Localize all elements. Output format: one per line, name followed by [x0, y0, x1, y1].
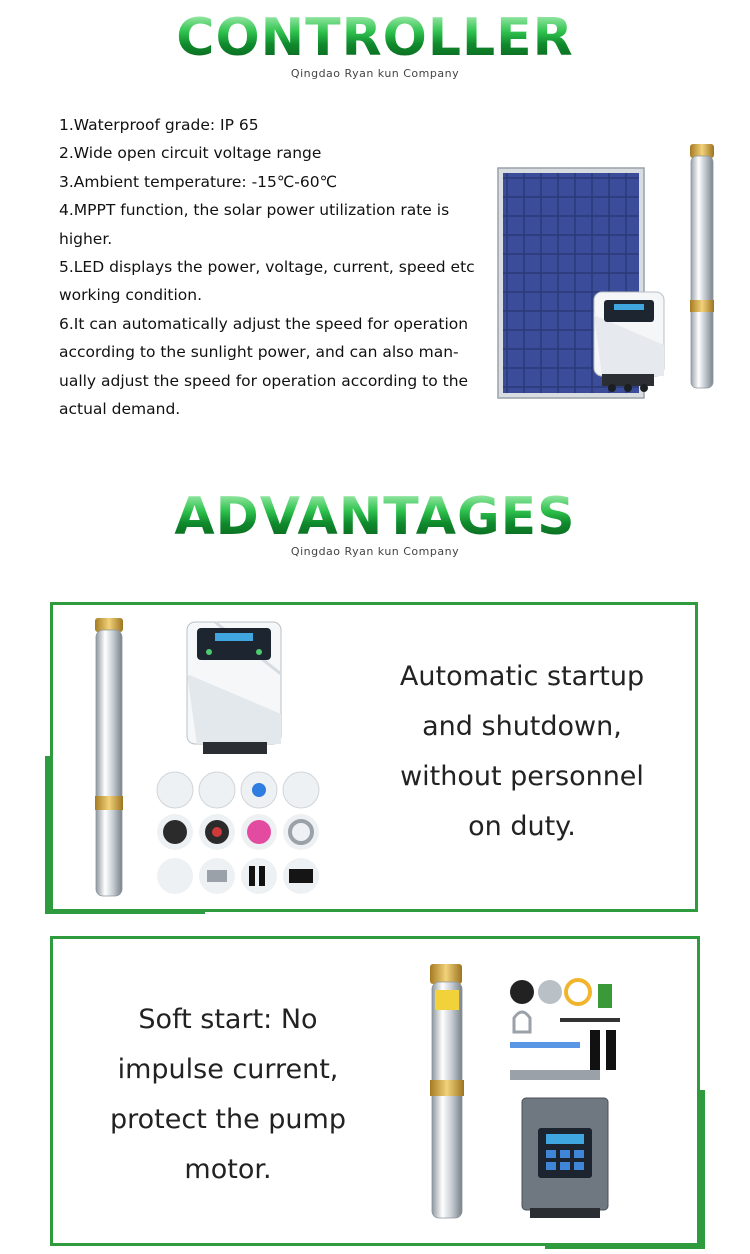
advantages-subtitle: Qingdao Ryan kun Company [290, 545, 460, 558]
feature-line: working condition. [59, 286, 202, 305]
panel-accent-bar [545, 1244, 705, 1249]
text-line: and shutdown, [422, 711, 622, 742]
advantages-title: ADVANTAGES [0, 491, 750, 543]
feature-line: ually adjust the speed for operation according to the [59, 371, 469, 390]
feature-line: 4.MPPT function, the solar power utilization rate is [59, 201, 450, 220]
panel-accent-bar [700, 1090, 705, 1246]
pump-controller-image [522, 1098, 608, 1218]
controller-title: CONTROLLER [0, 12, 750, 64]
text-line: impulse current, [117, 1054, 339, 1085]
pump-controller-image [187, 622, 281, 754]
text-line: without personnel [400, 761, 644, 792]
feature-list [59, 111, 479, 423]
feature-line: actual demand. [59, 400, 181, 419]
pump-controller-image [594, 292, 664, 392]
text-line: Soft start: No [138, 1004, 318, 1035]
advantage-text-auto-startup [372, 652, 672, 852]
feature-line: 5.LED displays the power, voltage, current, speed etc [59, 258, 475, 277]
panel-accent-bar [45, 756, 50, 912]
pump-kit-image [410, 960, 640, 1222]
text-line: on duty. [468, 811, 576, 842]
text-line: Automatic startup [399, 661, 645, 692]
text-line: motor. [184, 1154, 272, 1185]
feature-line: according to the sunlight power, and can also man- [59, 343, 459, 362]
feature-line: higher. [59, 229, 113, 248]
feature-line: 1.Waterproof grade: IP 65 [59, 116, 259, 134]
product-set-image [490, 140, 730, 400]
panel-accent-bar [45, 909, 205, 914]
advantage-text-soft-start [78, 995, 378, 1195]
submersible-pump-image [690, 144, 714, 388]
controller-subtitle: Qingdao Ryan kun Company [290, 67, 460, 80]
accessory-kit-image [510, 980, 620, 1080]
text-line: protect the pump [110, 1104, 346, 1135]
feature-line: 3.Ambient temperature: -15℃-60℃ [59, 172, 338, 191]
submersible-pump-image [95, 618, 123, 896]
pump-kit-image [85, 614, 335, 900]
feature-line: 2.Wide open circuit voltage range [59, 144, 322, 163]
feature-line: 6.It can automatically adjust the speed for operation [59, 314, 469, 333]
accessory-kit-image [157, 772, 319, 894]
submersible-pump-image [430, 964, 464, 1218]
